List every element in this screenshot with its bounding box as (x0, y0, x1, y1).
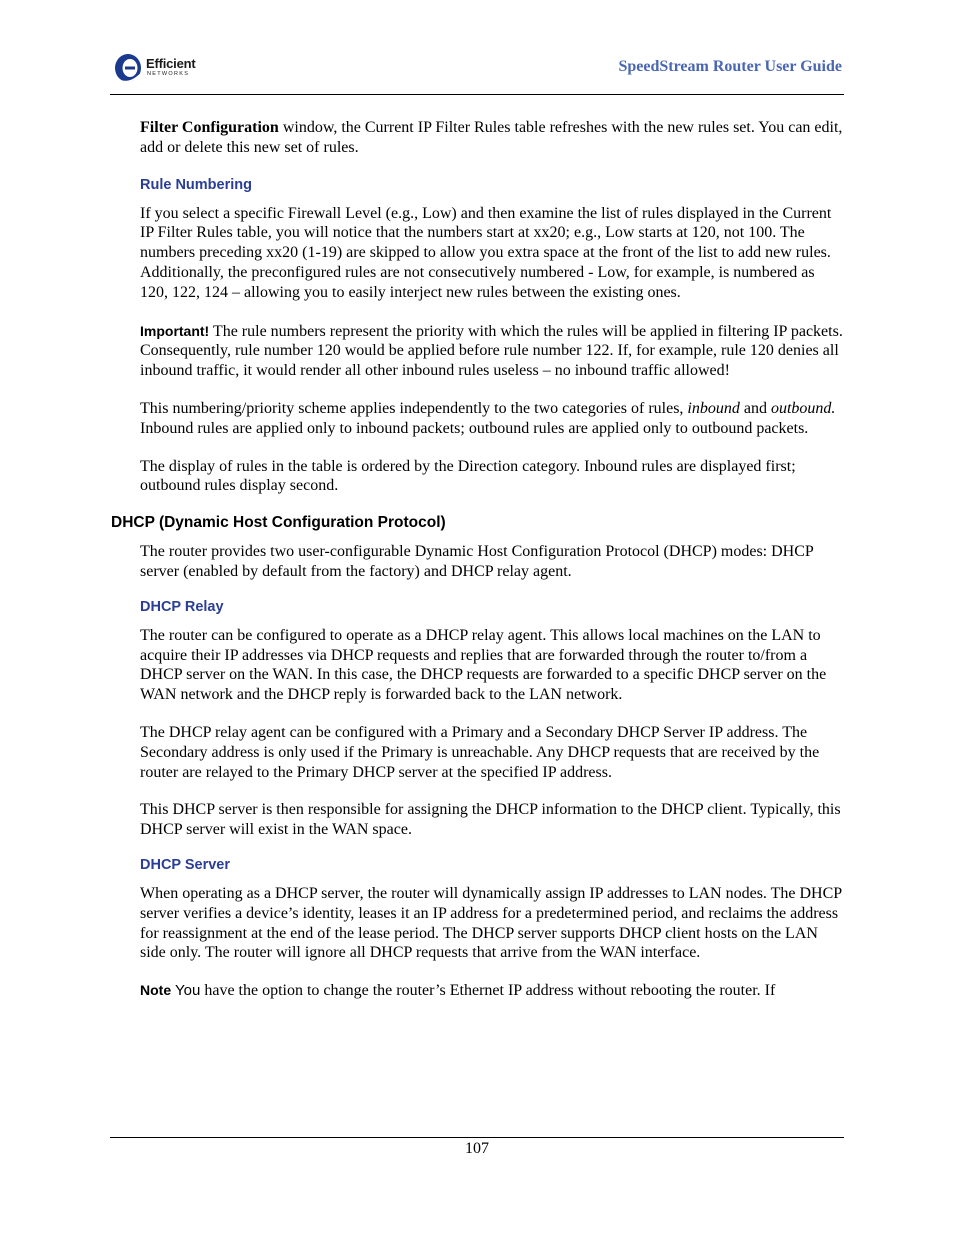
heading-dhcp-server: DHCP Server (140, 856, 231, 873)
paragraph-dhcp-server: When operating as a DHCP server, the router will dynamically assign IP addresses to LAN nodes. The DHCP server verifies a device’s identity, leases it an IP address for a predetermined period, and reclaims the address for reassignment at the end of the lease period. The DHCP server supports DHCP client hosts on the LAN side only. The router will ignore all DHCP requests that arrive from the WAN interface. (140, 884, 842, 962)
filter-config-term: Filter Configuration (140, 119, 279, 136)
important-note (140, 322, 846, 381)
paragraph-relay-addresses: The DHCP relay agent can be configured with a Primary and a Secondary DHCP Server IP address. The Secondary address is only used if the Primary is unreachable. Any DHCP requests that are received by the router are relayed to the Primary DHCP server at the specified IP address. (140, 723, 820, 781)
heading-dhcp: DHCP (Dynamic Host Configuration Protocol) (111, 514, 446, 532)
guide-title: SpeedStream Router User Guide (618, 58, 842, 75)
paragraph-dhcp-modes: The router provides two user-configurable Dynamic Host Configuration Protocol (DHCP) modes: DHCP server (enabled by default from the factory) and DHCP relay agent. (140, 543, 814, 580)
note-text: have the option to change the router’s Ethernet IP address without rebooting the router. If (200, 982, 776, 1000)
paragraph-rule-numbering: If you select a specific Firewall Level (e.g., Low) and then examine the list of rules displayed in the Current IP Filter Rules table, you will notice that the numbers start at xx20; e.g., Low starts at 120, not 100. The numbers preceding xx20 (1-19) are skipped to allow you extra space at the front of the list to add new rules. Additionally, the preconfigured rules are not consecutively numbered - Low, for example, is numbered as 120, 122, 124 – allowing you to easily interject new rules between the existing ones. (140, 204, 832, 301)
paragraph-display-order: The display of rules in the table is ordered by the Direction category. Inbound rules are displayed first; outbound rules display second. (140, 457, 796, 495)
paragraph-text: and (739, 399, 771, 417)
page-content (111, 118, 846, 1019)
note-label: Note (140, 982, 172, 999)
important-label: Important! (140, 322, 210, 339)
logo-wordmark: Efficient (146, 56, 196, 71)
logo-subtitle: NETWORKS (147, 71, 190, 77)
efficient-logo-icon (112, 50, 146, 86)
note-you: You (171, 982, 201, 1000)
important-text: The rule numbers represent the priority with which the rules will be applied in filtering IP packets. Consequently, rule number 120 would be applied before rule number 122. If, for example, rule 120 denies all inbound traffic, it would render all other inbound rules useless – no inbound traffic allowed! (140, 322, 843, 380)
note (140, 981, 846, 1001)
inbound-term: inbound (687, 399, 740, 417)
footer-divider (110, 1137, 844, 1138)
heading-dhcp-relay: DHCP Relay (140, 598, 224, 615)
page-number: 107 (465, 1140, 489, 1157)
paragraph-priority-scheme (140, 399, 846, 439)
paragraph-relay-server: This DHCP server is then responsible for assigning the DHCP information to the DHCP client. Typically, this DHCP server will exist in the WAN space. (140, 801, 841, 839)
paragraph-text: window, the Current IP Filter Rules table refreshes with the new rules set. You can edit, add or delete this new set of rules. (140, 119, 843, 156)
paragraph-text: Inbound rules are applied only to inbound packets; outbound rules are applied only to outbound packets. (140, 419, 809, 437)
paragraph-dhcp-relay: The router can be configured to operate as a DHCP relay agent. This allows local machines on the LAN to acquire their IP addresses via DHCP requests and replies that are forwarded through the router to/from a DHCP server on the WAN. In this case, the DHCP requests are forwarded to a specific DHCP server on the WAN network and the DHCP reply is forwarded back to the LAN network. (140, 626, 827, 704)
heading-rule-numbering: Rule Numbering (140, 176, 252, 193)
efficient-networks-logo (112, 50, 222, 86)
paragraph-filter-config (140, 118, 846, 158)
outbound-term: outbound. (770, 399, 836, 417)
paragraph-text: This numbering/priority scheme applies independently to the two categories of rules, (140, 399, 688, 417)
header-divider (110, 94, 844, 95)
